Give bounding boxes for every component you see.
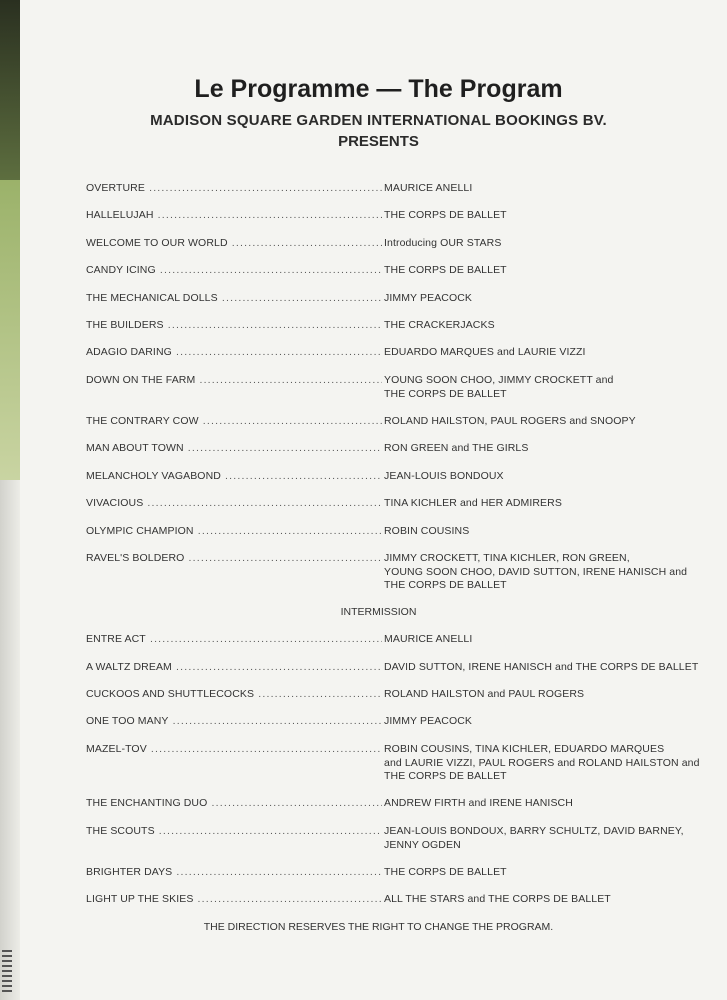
act-title: VIVACIOUS ..... bbox=[86, 497, 382, 511]
act-title: A WALTZ DREAM ..... bbox=[86, 661, 382, 675]
act-title: RAVEL'S BOLDERO ..... bbox=[86, 552, 382, 566]
act-title: THE CONTRARY COW ..... bbox=[86, 415, 382, 429]
act-performers: JEAN-LOUIS BONDOUX bbox=[384, 470, 504, 482]
act-performers: THE CORPS DE BALLET bbox=[384, 866, 507, 878]
act-performers: ROLAND HAILSTON, PAUL ROGERS and SNOOPY bbox=[384, 415, 636, 427]
act-title: THE BUILDERS ..... bbox=[86, 319, 382, 333]
act-row bbox=[86, 182, 472, 196]
act-row bbox=[86, 661, 698, 675]
act-row bbox=[86, 825, 684, 852]
act-row bbox=[86, 866, 507, 880]
act-performers: JEAN-LOUIS BONDOUX, BARRY SCHULTZ, DAVID BARNEY, bbox=[384, 825, 684, 837]
act-row bbox=[86, 264, 507, 278]
act-title: HALLELUJAH ..... bbox=[86, 209, 382, 223]
act-title: OLYMPIC CHAMPION ..... bbox=[86, 525, 382, 539]
act-row bbox=[86, 688, 584, 702]
act-row bbox=[86, 209, 507, 223]
act-performers: YOUNG SOON CHOO, JIMMY CROCKETT and bbox=[384, 374, 614, 386]
act-title: THE SCOUTS ..... bbox=[86, 825, 382, 839]
act-row bbox=[86, 292, 472, 306]
act-performers-cont: THE CORPS DE BALLET bbox=[384, 579, 507, 591]
footer-note: THE DIRECTION RESERVES THE RIGHT TO CHANGE THE PROGRAM. bbox=[203, 921, 554, 933]
act-performers-cont: THE CORPS DE BALLET bbox=[384, 387, 507, 400]
act-title: THE MECHANICAL DOLLS ..... bbox=[86, 292, 382, 306]
act-performers: JIMMY PEACOCK bbox=[384, 715, 473, 727]
edge-photo-light bbox=[0, 180, 20, 480]
edge-binding-marks bbox=[2, 950, 12, 995]
act-row bbox=[86, 374, 613, 401]
act-performers: THE CORPS DE BALLET bbox=[384, 209, 507, 221]
act-title: ENTRE ACT ..... bbox=[86, 633, 382, 647]
act-performers: JIMMY CROCKETT, TINA KICHLER, RON GREEN, bbox=[384, 552, 630, 564]
act-performers: TINA KICHLER and HER ADMIRERS bbox=[384, 497, 562, 509]
act-performers-cont: YOUNG SOON CHOO, DAVID SUTTON, IRENE HANISCH and bbox=[384, 565, 688, 578]
act-title: LIGHT UP THE SKIES ..... bbox=[86, 893, 382, 907]
act-performers: THE CRACKERJACKS bbox=[384, 319, 495, 331]
act-row bbox=[86, 743, 700, 784]
act-row bbox=[86, 442, 528, 456]
act-performers: EDUARDO MARQUES and LAURIE VIZZI bbox=[384, 346, 586, 358]
act-title: DOWN ON THE FARM ..... bbox=[86, 374, 382, 388]
act-performers: RON GREEN and THE GIRLS bbox=[384, 442, 529, 454]
page-title: Le Programme — The Program bbox=[194, 75, 563, 103]
act-performers: ROBIN COUSINS, TINA KICHLER, EDUARDO MARQUES bbox=[384, 743, 665, 755]
intermission-label: INTERMISSION bbox=[340, 606, 417, 618]
act-title: ADAGIO DARING ..... bbox=[86, 346, 382, 360]
act-performers: Introducing OUR STARS bbox=[384, 237, 502, 249]
act-performers: ROBIN COUSINS bbox=[384, 525, 470, 537]
act-row bbox=[86, 497, 562, 511]
presenter-name: MADISON SQUARE GARDEN INTERNATIONAL BOOKINGS BV. bbox=[150, 112, 607, 129]
act-row bbox=[86, 525, 469, 539]
act-performers: THE CORPS DE BALLET bbox=[384, 264, 507, 276]
act-title: ONE TOO MANY ..... bbox=[86, 715, 382, 729]
act-performers-cont: JENNY OGDEN bbox=[384, 838, 461, 851]
act-row bbox=[86, 319, 495, 333]
act-title: CANDY ICING ..... bbox=[86, 264, 382, 278]
act-performers-cont: THE CORPS DE BALLET bbox=[384, 770, 507, 782]
act-performers: MAURICE ANELLI bbox=[384, 633, 473, 645]
presents-label: PRESENTS bbox=[338, 133, 419, 150]
act-performers: ANDREW FIRTH and IRENE HANISCH bbox=[384, 797, 573, 809]
act-performers: DAVID SUTTON, IRENE HANISCH and THE CORPS DE BALLET bbox=[384, 661, 699, 673]
act-title: BRIGHTER DAYS ..... bbox=[86, 866, 382, 880]
act-row bbox=[86, 470, 504, 484]
act-title: MAZEL-TOV ..... bbox=[86, 743, 382, 757]
act-title: OVERTURE ..... bbox=[86, 182, 382, 196]
act-performers: ALL THE STARS and THE CORPS DE BALLET bbox=[384, 893, 611, 905]
adjacent-page-edge bbox=[0, 0, 20, 1000]
act-row bbox=[86, 633, 472, 647]
act-title: MELANCHOLY VAGABOND ..... bbox=[86, 470, 382, 484]
act-performers: JIMMY PEACOCK bbox=[384, 292, 473, 304]
act-row bbox=[86, 893, 611, 907]
act-row bbox=[86, 346, 586, 360]
act-title: WELCOME TO OUR WORLD ..... bbox=[86, 237, 382, 251]
act-row bbox=[86, 797, 573, 811]
act-title: MAN ABOUT TOWN ..... bbox=[86, 442, 382, 456]
act-row bbox=[86, 415, 636, 429]
act-title: THE ENCHANTING DUO ..... bbox=[86, 797, 382, 811]
act-row bbox=[86, 552, 687, 593]
act-title: CUCKOOS AND SHUTTLECOCKS ..... bbox=[86, 688, 382, 702]
act-row bbox=[86, 237, 501, 251]
act-performers: ROLAND HAILSTON and PAUL ROGERS bbox=[384, 688, 585, 700]
act-performers-cont: and LAURIE VIZZI, PAUL ROGERS and ROLAND HAILSTON and bbox=[384, 756, 700, 769]
act-performers: MAURICE ANELLI bbox=[384, 182, 473, 194]
act-row bbox=[86, 715, 472, 729]
